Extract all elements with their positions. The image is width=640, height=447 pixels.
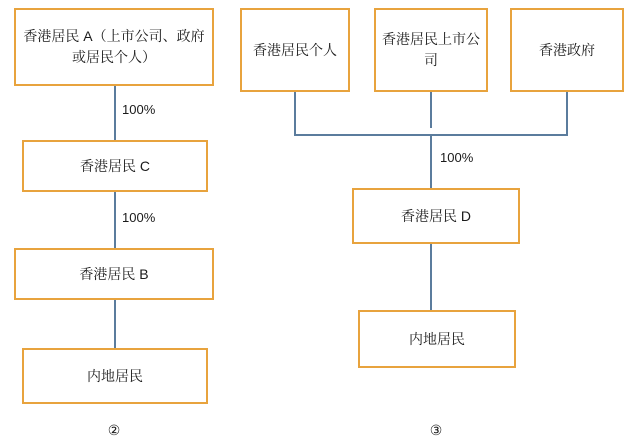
box-hk-resident-c-label: 香港居民 C: [80, 157, 150, 174]
box-hk-individual-label: 香港居民个人: [253, 41, 337, 58]
box-mainland-resident-right-label: 内地居民: [409, 330, 465, 347]
box-hk-resident-b-label: 香港居民 B: [79, 265, 149, 282]
box-hk-resident-a: [14, 8, 214, 86]
box-mainland-resident-left-label: 内地居民: [87, 367, 143, 384]
connector-individual-down: [294, 92, 296, 136]
box-hk-government-label: 香港政府: [539, 41, 595, 58]
connector-a-to-c: [114, 86, 116, 140]
connector-bus-to-resident-d: [430, 134, 432, 188]
box-hk-listed-company-label: 香港居民上市公司: [382, 31, 480, 68]
box-hk-listed-company: [374, 8, 488, 92]
box-hk-government: [510, 8, 624, 92]
label-c-to-b-percent: 100%: [122, 210, 156, 225]
connector-resident-d-to-mainland: [430, 244, 432, 310]
box-hk-resident-d: [352, 188, 520, 244]
connector-b-to-mainland: [114, 300, 116, 348]
connector-c-to-b: [114, 192, 116, 248]
label-a-to-c-percent: 100%: [122, 102, 156, 117]
box-hk-resident-a-label: 香港居民 A（上市公司、政府或居民个人）: [23, 28, 205, 65]
connector-listed-down: [430, 92, 432, 128]
diagram-2-caption: ②: [107, 422, 121, 438]
box-mainland-resident-right: [358, 310, 516, 368]
label-to-resident-d-percent: 100%: [440, 150, 474, 165]
box-hk-resident-d-label: 香港居民 D: [401, 207, 471, 224]
diagram-3-caption: ③: [429, 422, 443, 438]
box-hk-resident-b: [14, 248, 214, 300]
connector-government-down: [566, 92, 568, 136]
box-mainland-resident-left: [22, 348, 208, 404]
box-hk-individual: [240, 8, 350, 92]
box-hk-resident-c: [22, 140, 208, 192]
